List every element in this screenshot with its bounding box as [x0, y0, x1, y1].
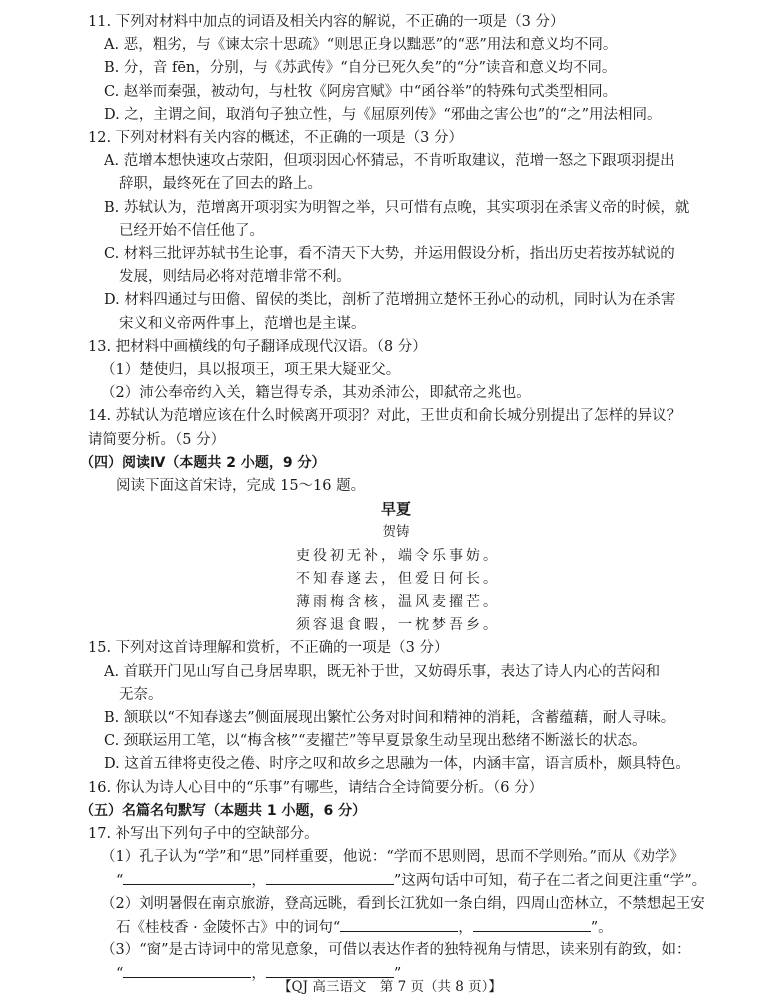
- q12-option-c-cont: 发展，则结局必将对范增非常不利。: [119, 269, 351, 286]
- poem-line: 吏役初无补，端令乐事妨。: [296, 547, 500, 564]
- q11-option-c: C. 赵举而秦强，被动句，与杜牧《阿房宫赋》中“函谷举”的特殊句式类型相同。: [104, 83, 618, 100]
- q17-item-2: （2）刘明暑假在南京旅游，登高远眺，看到长江犹如一条白绢，四周山峦林立，不禁想起王安: [101, 895, 705, 912]
- q17-item-2-blanks: 石《桂枝香 · 金陵怀古》中的词句“ ， ”。: [116, 917, 613, 938]
- q13-stem: 13. 把材料中画横线的句子翻译成现代汉语。（8 分）: [88, 338, 427, 355]
- q11-option-b: B. 分，音 fēn，分别，与《苏武传》“自分已死久矣”的“分”读音和意义均不同。: [104, 60, 617, 77]
- q14-stem-cont: 请简要分析。（5 分）: [88, 431, 226, 448]
- q16-stem: 16. 你认为诗人心目中的“乐事”有哪些，请结合全诗简要分析。（6 分）: [88, 779, 544, 796]
- q17-item-1: （1）孔子认为“学”和“思”同样重要，他说：“学而不思则罔，思而不学则殆。”而从《劝学》: [101, 849, 684, 866]
- q12-stem: 12. 下列对材料有关内容的概述，不正确的一项是（3 分）: [88, 130, 464, 146]
- q12-option-d-cont: 宋义和义帝两件事上，范增也是主谋。: [119, 315, 366, 332]
- q15-option-d: D. 这首五律将吏役之倦、时序之叹和故乡之思融为一体，内涵丰富，语言质朴，颇具特色。: [104, 756, 690, 773]
- answer-blank[interactable]: [266, 870, 394, 885]
- q13-sentence-1: （1）楚使归，具以报项王，项王果大疑亚父。: [101, 362, 401, 378]
- poem-line: 不知春遂去，但爱日何长。: [296, 570, 500, 587]
- q15-stem: 15. 下列对这首诗理解和赏析，不正确的一项是（3 分）: [88, 640, 449, 657]
- answer-blank[interactable]: [123, 870, 251, 885]
- section-5-heading: （五）名篇名句默写（本题共 1 小题，6 分）: [80, 802, 367, 819]
- q11-option-a: A. 恶，粗劣，与《谏太宗十思疏》“则思正身以黜恶”的“恶”用法和意义均不同。: [104, 37, 618, 54]
- q17-item-1-blanks: “ ， ”这两句话中可知，荀子在二者之间更注重“学”。: [116, 870, 706, 891]
- poem-line: 须容退食暇，一枕梦吾乡。: [296, 617, 500, 634]
- q11-stem: 11. 下列对材料中加点的词语及相关内容的解说，不正确的一项是（3 分）: [88, 14, 565, 30]
- section-4-intro: 阅读下面这首宋诗，完成 15～16 题。: [116, 478, 366, 494]
- q17-item-3: （3）“窗”是古诗词中的常见意象，可借以表达作者的独特视角与情思，读来别有韵致，如：: [101, 942, 691, 958]
- poem-author: 贺铸: [382, 524, 410, 541]
- q12-option-d: D. 材料四通过与田儋、留侯的类比，剖析了范增拥立楚怀王孙心的动机，同时认为在杀害: [104, 292, 676, 309]
- q15-option-c: C. 颈联运用工笔，以“梅含核”“麦擢芒”等早夏景象生动呈现出愁绪不断滋长的状态。: [104, 733, 647, 750]
- q12-option-c: C. 材料三批评苏轼书生论事，看不清天下大势，并运用假设分析，指出历史若按苏轼说的: [104, 246, 675, 262]
- q15-option-a-cont: 无奈。: [119, 686, 163, 703]
- q13-sentence-2: （2）沛公奉帝约入关，籍岂得专杀，其劝杀沛公，即弑帝之兆也。: [101, 385, 531, 402]
- poem-title: 早夏: [380, 500, 411, 519]
- q17-item-3-blanks: “ ， ”: [116, 963, 401, 984]
- q15-option-b: B. 颔联以“不知春遂去”侧面展现出繁忙公务对时间和精神的消耗，含蓄蕴藉，耐人寻味。: [104, 710, 676, 726]
- q12-option-b-cont: 已经开始不信任他了。: [119, 222, 264, 239]
- page-footer: 【QJ 高三语文 第 7 页（共 8 页）】: [278, 979, 502, 995]
- answer-blank[interactable]: [473, 917, 591, 932]
- q12-option-b: B. 苏轼认为，范增离开项羽实为明智之举，只可惜有点晚，其实项羽在杀害义帝的时候，就: [104, 199, 690, 216]
- poem-line: 薄雨梅含核，温风麦擢芒。: [296, 594, 500, 610]
- section-4-heading: （四）阅读Ⅳ（本题共 2 小题，9 分）: [80, 454, 326, 471]
- q17-stem: 17. 补写出下列句子中的空缺部分。: [88, 826, 319, 842]
- q15-option-a: A. 首联开门见山写自己身居卑职，既无补于世，又妨碍乐事，表达了诗人内心的苦闷和: [104, 663, 661, 680]
- answer-blank[interactable]: [340, 917, 458, 932]
- q11-option-d: D. 之，主谓之间，取消句子独立性，与《屈原列传》“邪曲之害公也”的“之”用法相同。: [104, 106, 662, 123]
- q14-stem: 14. 苏轼认为范增应该在什么时候离开项羽？对此，王世贞和俞长城分别提出了怎样的异议？: [88, 408, 682, 425]
- q12-option-a: A. 范增本想快速攻占荥阳，但项羽因心怀猜忌，不肯听取建议，范增一怒之下跟项羽提出: [104, 153, 675, 170]
- q12-option-a-cont: 辞职，最终死在了回去的路上。: [119, 176, 322, 193]
